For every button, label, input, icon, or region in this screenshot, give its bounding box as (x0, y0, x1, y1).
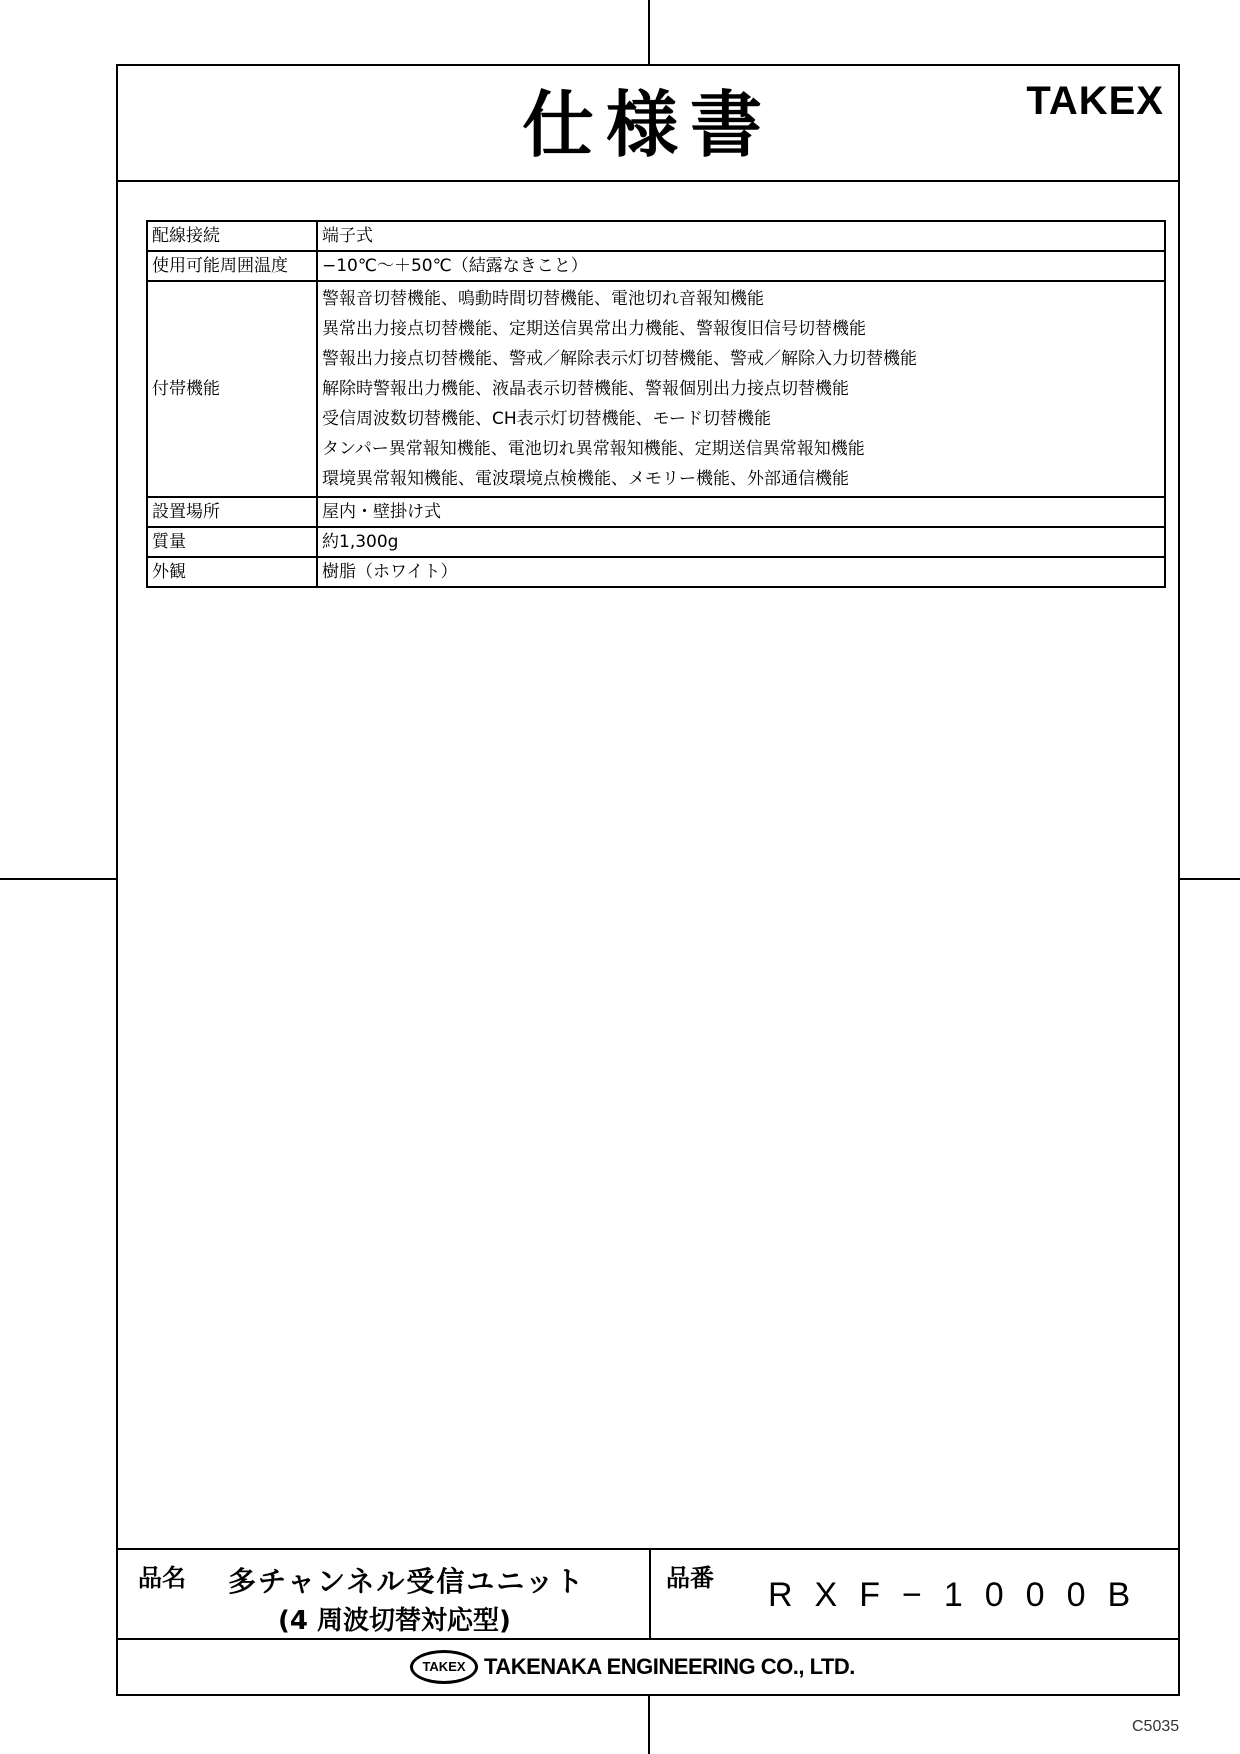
feature-line: 解除時警報出力機能、液晶表示切替機能、警報個別出力接点切替機能 (322, 379, 849, 399)
company-logo: TAKEX (410, 1650, 478, 1684)
document-title: 仕様書 (521, 83, 774, 167)
spec-label-temperature: 使用可能周囲温度 (147, 251, 317, 281)
spec-table (146, 220, 1166, 588)
company-info (118, 1640, 1178, 1694)
spec-value-temperature: −10℃〜＋50℃（結露なきこと） (317, 251, 1165, 281)
feature-line: 警報音切替機能、鳴動時間切替機能、電池切れ音報知機能 (322, 289, 764, 309)
product-name: 多チャンネル受信ユニット (228, 1565, 586, 1598)
feature-line: 警報出力接点切替機能、警戒／解除表示灯切替機能、警戒／解除入力切替機能 (322, 349, 917, 369)
spec-label-weight: 質量 (147, 527, 317, 557)
spec-value-weight: 約1,300g (317, 527, 1165, 557)
crop-mark-right (1180, 878, 1240, 880)
product-number: RXF−1000B (768, 1576, 1153, 1614)
brand-logo: TAKEX (1026, 79, 1164, 123)
crop-mark-top (648, 0, 650, 64)
spec-label-wiring: 配線接続 (147, 221, 317, 251)
divider (649, 1550, 651, 1640)
feature-line: 異常出力接点切替機能、定期送信異常出力機能、警報復旧信号切替機能 (322, 319, 866, 339)
feature-line: 環境異常報知機能、電波環境点検機能、メモリー機能、外部通信機能 (322, 469, 849, 489)
spec-value-features (317, 281, 1165, 497)
table-row (147, 557, 1165, 587)
spec-value-wiring: 端子式 (317, 221, 1165, 251)
document-code: C5035 (1132, 1718, 1180, 1735)
document-header (118, 66, 1178, 182)
spec-value-location: 屋内・壁掛け式 (317, 497, 1165, 527)
spec-label-location: 設置場所 (147, 497, 317, 527)
feature-line: タンパー異常報知機能、電池切れ異常報知機能、定期送信異常報知機能 (322, 439, 865, 459)
document-footer (118, 1548, 1178, 1694)
product-name-label: 品名 (138, 1564, 186, 1592)
table-row (147, 497, 1165, 527)
table-row (147, 281, 1165, 497)
product-number-label: 品番 (666, 1564, 714, 1592)
spec-label-features: 付帯機能 (147, 281, 317, 497)
spec-label-appearance: 外観 (147, 557, 317, 587)
product-info (118, 1550, 1178, 1640)
crop-mark-bottom (648, 1696, 650, 1754)
table-row (147, 527, 1165, 557)
document-frame (116, 64, 1180, 1696)
company-name: TAKENAKA ENGINEERING CO., LTD. (484, 1654, 855, 1679)
product-name-subtitle: (4 周波切替対応型) (278, 1606, 511, 1636)
crop-mark-left (0, 878, 116, 880)
table-row (147, 251, 1165, 281)
spec-value-appearance: 樹脂（ホワイト） (317, 557, 1165, 587)
table-row (147, 221, 1165, 251)
feature-line: 受信周波数切替機能、CH表示灯切替機能、モード切替機能 (322, 409, 771, 429)
